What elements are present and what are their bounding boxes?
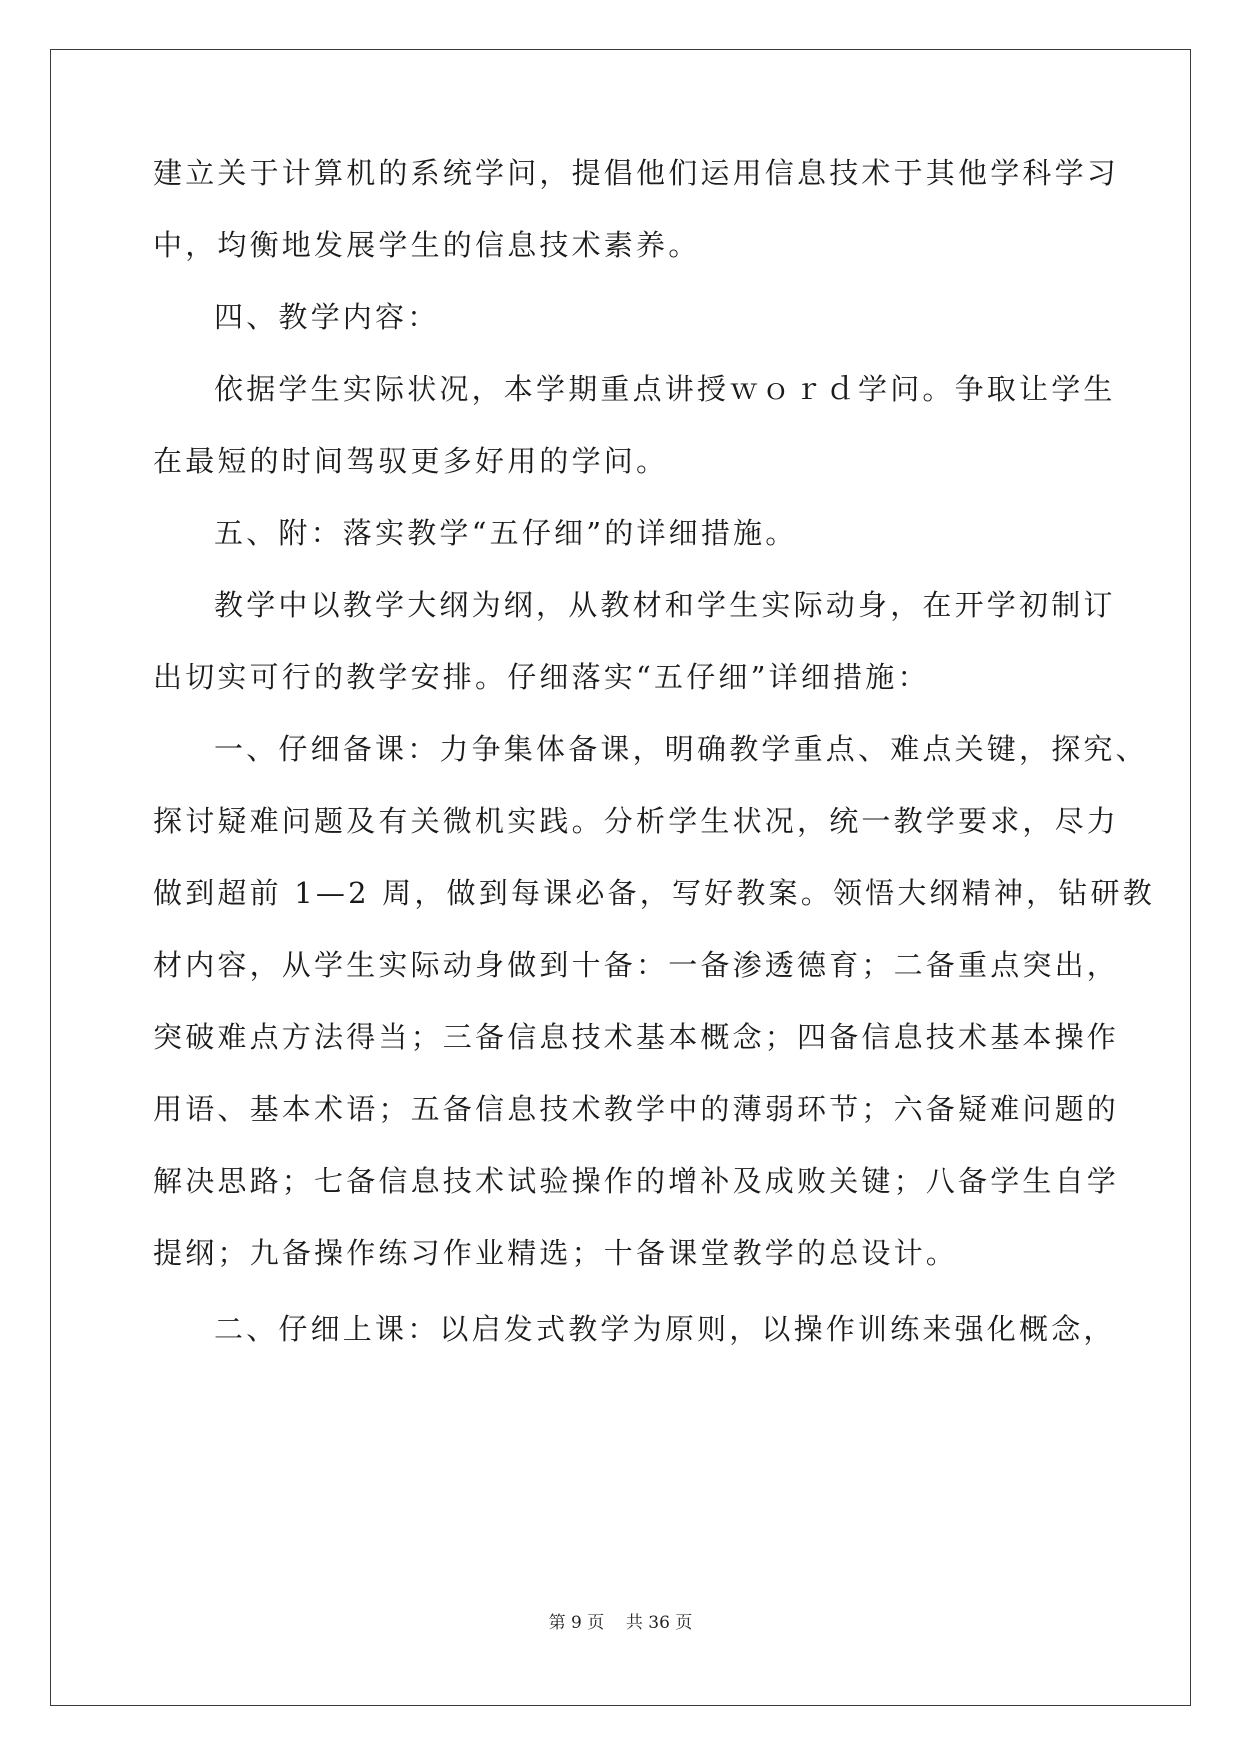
section-heading-appendix: 五、附：落实教学“五仔细”的详细措施。	[214, 516, 798, 550]
page-number-footer: 第 9 页 共 36 页	[548, 1613, 693, 1633]
body-line-16: 提纲；九备操作练习作业精选；十备课堂教学的总设计。	[153, 1236, 959, 1270]
body-line-12: 材内容，从学生实际动身做到十备：一备渗透德育；二备重点突出，	[153, 948, 1120, 982]
body-line-1: 建立关于计算机的系统学问，提倡他们运用信息技术于其他学科学习	[153, 156, 1120, 190]
body-line-14: 用语、基本术语；五备信息技术教学中的薄弱环节；六备疑难问题的	[153, 1092, 1120, 1126]
body-line-8: 出切实可行的教学安排。仔细落实“五仔细”详细措施：	[153, 660, 930, 694]
body-line-15: 解决思路；七备信息技术试验操作的增补及成败关键；八备学生自学	[153, 1164, 1120, 1198]
body-line-2: 中，均衡地发展学生的信息技术素养。	[153, 228, 701, 262]
body-line-11: 做到超前 1—2 周，做到每课必备，写好教案。领悟大纲精神，钻研教	[153, 876, 1155, 910]
item-careful-preparation: 一、仔细备课：力争集体备课，明确教学重点、难点关键，探究、	[214, 732, 1148, 766]
section-heading-teaching-content: 四、教学内容：	[214, 300, 440, 334]
body-line-7: 教学中以教学大纲为纲，从教材和学生实际动身，在开学初制订	[214, 588, 1116, 622]
body-line-13: 突破难点方法得当；三备信息技术基本概念；四备信息技术基本操作	[153, 1020, 1120, 1054]
body-line-5: 在最短的时间驾驭更多好用的学问。	[153, 444, 669, 478]
item-careful-lecturing: 二、仔细上课：以启发式教学为原则，以操作训练来强化概念，	[214, 1312, 1116, 1346]
body-line-10: 探讨疑难问题及有关微机实践。分析学生状况，统一教学要求，尽力	[153, 804, 1120, 838]
body-line-4: 依据学生实际状况，本学期重点讲授ｗｏｒｄ学问。争取让学生	[214, 372, 1116, 406]
